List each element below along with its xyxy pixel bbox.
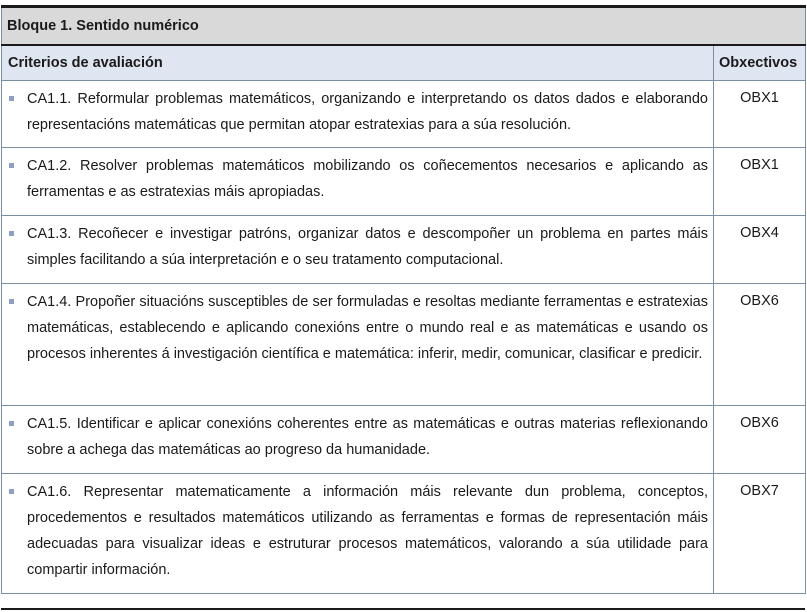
criterion-cell: [2, 148, 714, 216]
table-row: [2, 148, 806, 216]
bottom-divider: [1, 608, 805, 610]
square-bullet-icon: [9, 489, 14, 494]
criterion-text: CA1.3. Recoñecer e investigar patróns, organizar datos e descompoñer un problema en partes máis simples facilitando a súa interpretación e o seu tratamento computacional.: [27, 226, 708, 268]
objective-cell: OBX6: [714, 284, 806, 406]
objective-cell: OBX1: [714, 81, 806, 148]
criterion-text: CA1.6. Representar matematicamente a información máis relevante dun problema, conceptos, procedementos e resultados matemáticos utilizando as ferramentas e formas de representación máis adecuadas para visualizar ideas e estruturar procesos matemáticos, valorando a súa utilidade para compartir información.: [27, 484, 708, 578]
criteria-table: [1, 5, 806, 594]
objective-cell: OBX4: [714, 216, 806, 284]
criterion-cell: [2, 474, 714, 594]
criterion-cell: [2, 284, 714, 406]
criterion-cell: [2, 81, 714, 148]
column-header-objectives: Obxectivos: [714, 45, 806, 81]
objective-cell: OBX7: [714, 474, 806, 594]
criterion-text: CA1.4. Propoñer situacións susceptibles de ser formuladas e resoltas mediante ferramentas e estratexias matemáticas, establecendo e aplicando conexións entre o mundo real e as matemáticas e usando os procesos inherentes á investigación científica e matemática: inferir, medir, comunicar, clasificar e predicir.: [27, 294, 708, 362]
square-bullet-icon: [9, 299, 14, 304]
criterion-text: CA1.2. Resolver problemas matemáticos mobilizando os coñecementos necesarios e aplicando as ferramentas e as estratexias máis apropiadas.: [27, 158, 708, 200]
criterion-cell: [2, 406, 714, 474]
block-title: Bloque 1. Sentido numérico: [2, 7, 806, 46]
criterion-cell: [2, 216, 714, 284]
criterion-text: CA1.1. Reformular problemas matemáticos, organizando e interpretando os datos dados e elaborando representacións matemáticas que permitan atopar estratexias para a súa resolución.: [27, 91, 708, 133]
column-header-row: [2, 45, 806, 81]
table-row: [2, 474, 806, 594]
square-bullet-icon: [9, 96, 14, 101]
objective-cell: OBX6: [714, 406, 806, 474]
square-bullet-icon: [9, 231, 14, 236]
objective-cell: OBX1: [714, 148, 806, 216]
square-bullet-icon: [9, 421, 14, 426]
criterion-text: CA1.5. Identificar e aplicar conexións coherentes entre as matemáticas e outras materias reflexionando sobre a achega das matemáticas ao progreso da humanidade.: [27, 416, 708, 458]
column-header-criteria: Criterios de avaliación: [2, 45, 714, 81]
table-row: [2, 216, 806, 284]
block-header-row: [2, 7, 806, 46]
table-row: [2, 284, 806, 406]
square-bullet-icon: [9, 163, 14, 168]
table-row: [2, 81, 806, 148]
table-row: [2, 406, 806, 474]
